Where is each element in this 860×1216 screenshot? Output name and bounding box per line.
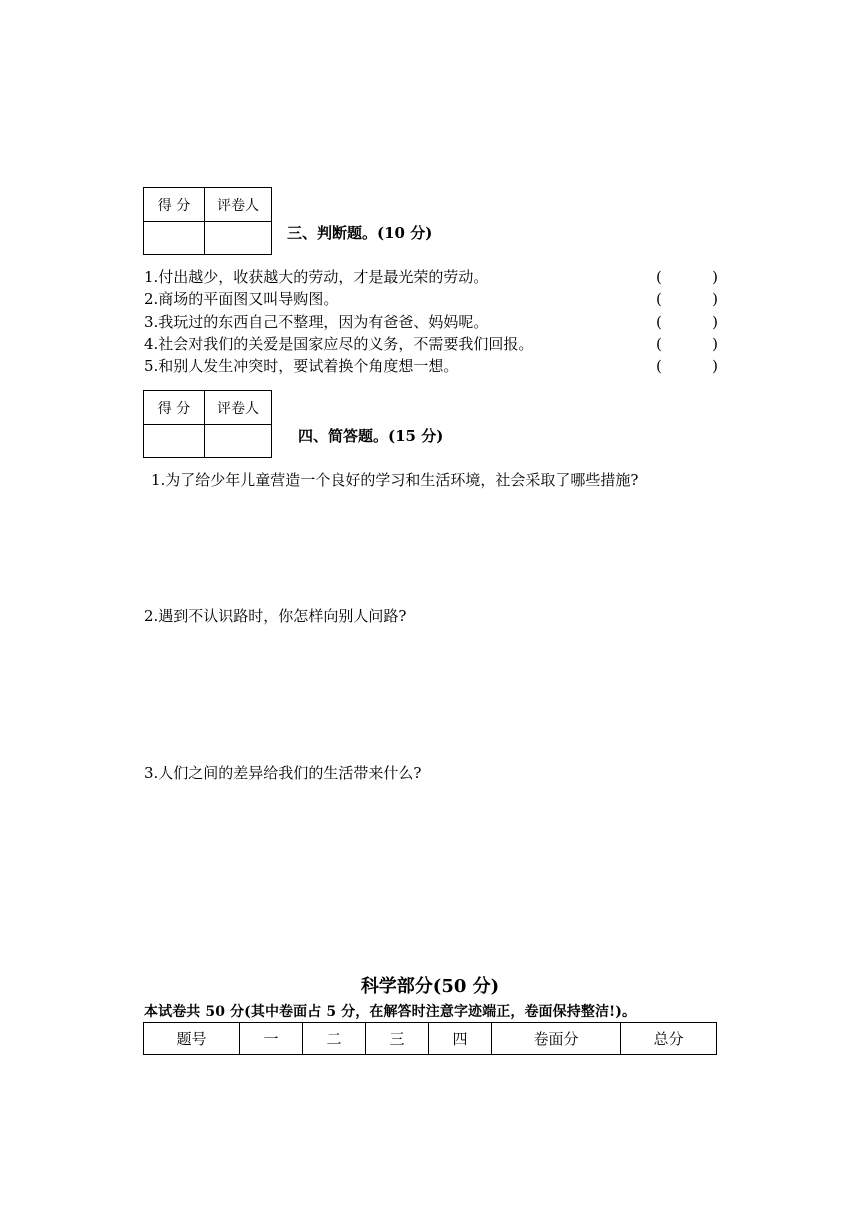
science-title: 科学部分(50 分) bbox=[360, 976, 500, 997]
section3-title: 三、判断题。(10 分) bbox=[287, 224, 433, 242]
header-part-4: 四 bbox=[429, 1023, 492, 1055]
score-label: 得 分 bbox=[144, 391, 205, 425]
grader-cell[interactable] bbox=[205, 425, 272, 458]
judge-item: 4.社会对我们的关爱是国家应尽的义务，不需要我们回报。 ( ) bbox=[144, 335, 718, 353]
score-box-section4 bbox=[143, 390, 272, 458]
score-cell[interactable] bbox=[144, 222, 205, 255]
question-2: 2.遇到不认识路时，你怎样向别人问路? bbox=[144, 607, 407, 625]
judge-item-text: 1.付出越少，收获越大的劳动，才是最光荣的劳动。 bbox=[144, 268, 489, 286]
header-paper-score: 卷面分 bbox=[492, 1023, 621, 1055]
judge-item-text: 5.和别人发生冲突时，要试着换个角度想一想。 bbox=[144, 357, 459, 375]
grader-label: 评卷人 bbox=[205, 188, 272, 222]
judge-item: 1.付出越少，收获越大的劳动，才是最光荣的劳动。 ( ) bbox=[144, 268, 718, 286]
judge-item: 2.商场的平面图又叫导购图。 ( ) bbox=[144, 290, 718, 308]
judge-item: 5.和别人发生冲突时，要试着换个角度想一想。 ( ) bbox=[144, 357, 718, 375]
science-score-table bbox=[143, 1022, 717, 1055]
question-3: 3.人们之间的差异给我们的生活带来什么? bbox=[144, 764, 422, 782]
judge-item-text: 3.我玩过的东西自己不整理，因为有爸爸、妈妈呢。 bbox=[144, 313, 489, 331]
header-part-3: 三 bbox=[366, 1023, 429, 1055]
score-cell[interactable] bbox=[144, 425, 205, 458]
header-part-2: 二 bbox=[303, 1023, 366, 1055]
judge-item-text: 4.社会对我们的关爱是国家应尽的义务，不需要我们回报。 bbox=[144, 335, 534, 353]
science-note: 本试卷共 50 分(其中卷面占 5 分，在解答时注意字迹端正，卷面保持整洁!)。 bbox=[144, 1004, 637, 1020]
judge-item-text: 2.商场的平面图又叫导购图。 bbox=[144, 290, 339, 308]
grader-label: 评卷人 bbox=[205, 391, 272, 425]
score-box-section3 bbox=[143, 187, 272, 255]
judge-item: 3.我玩过的东西自己不整理，因为有爸爸、妈妈呢。 ( ) bbox=[144, 313, 718, 331]
header-part-1: 一 bbox=[240, 1023, 303, 1055]
score-label: 得 分 bbox=[144, 188, 205, 222]
header-total: 总分 bbox=[621, 1023, 717, 1055]
section4-title: 四、简答题。(15 分) bbox=[298, 427, 444, 445]
science-table-header-row bbox=[144, 1023, 717, 1055]
question-1: 1.为了给少年儿童营造一个良好的学习和生活环境，社会采取了哪些措施? bbox=[151, 471, 639, 489]
grader-cell[interactable] bbox=[205, 222, 272, 255]
header-question-no: 题号 bbox=[144, 1023, 240, 1055]
